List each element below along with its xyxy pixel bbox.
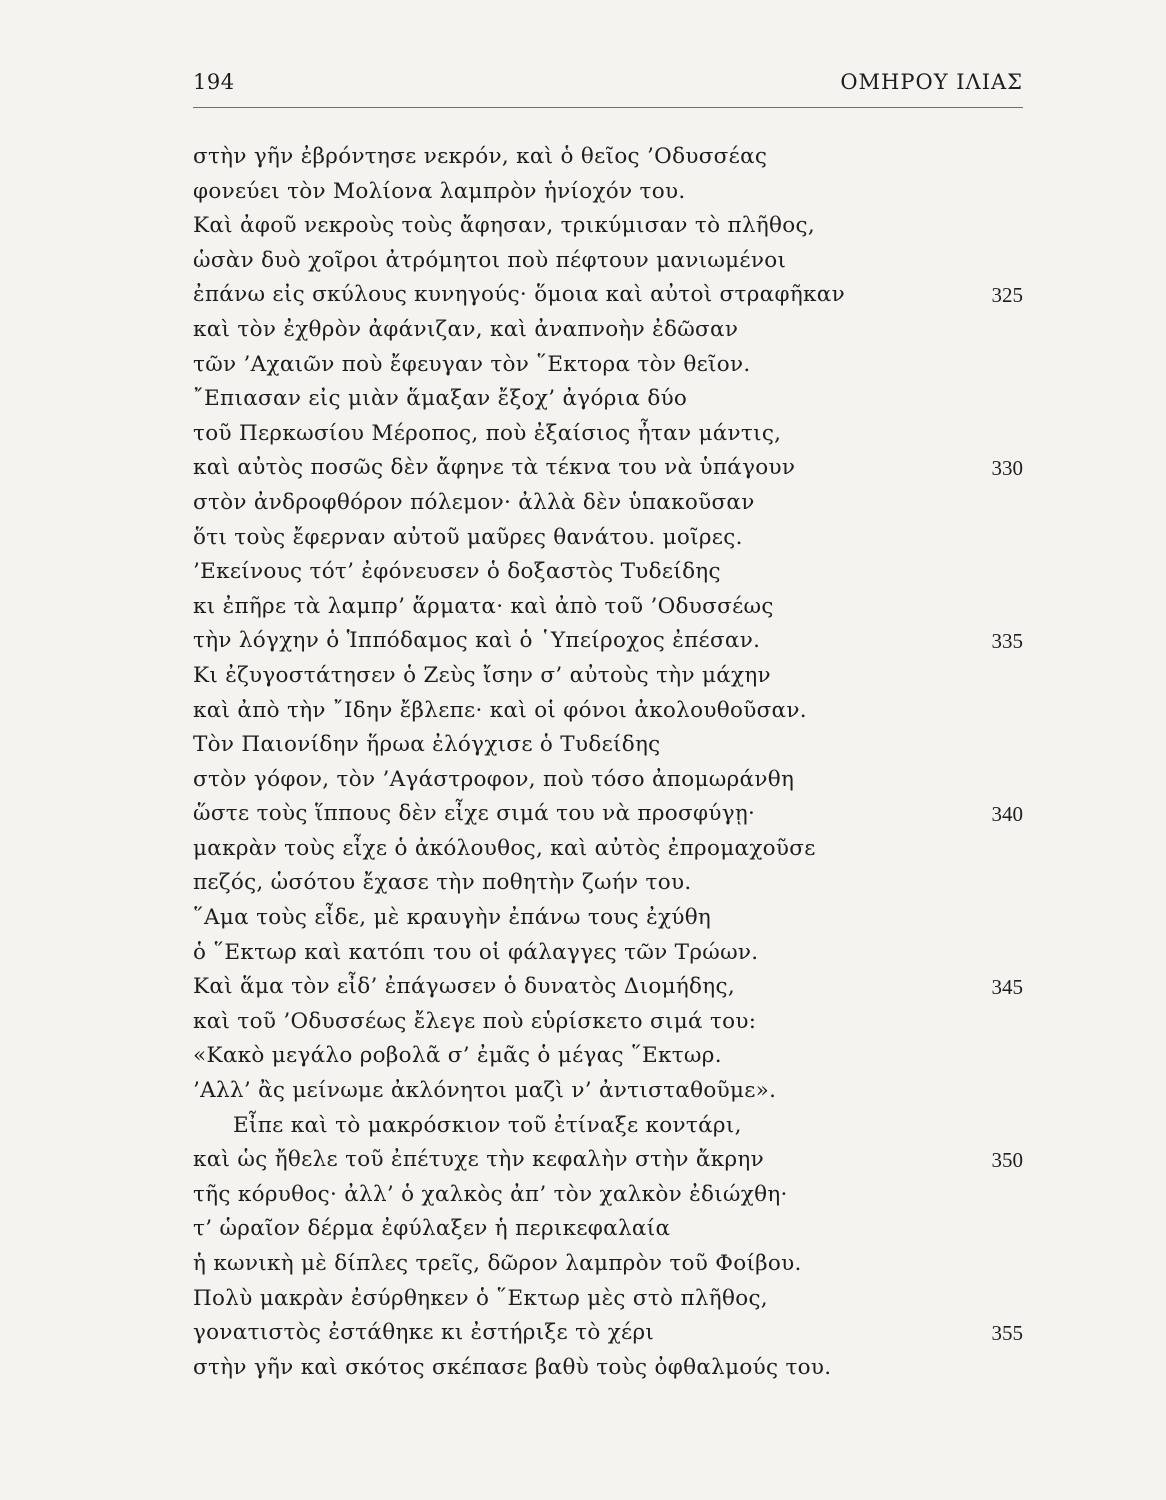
line-number: 355 <box>991 1321 1023 1346</box>
line-number: 340 <box>991 802 1023 827</box>
verse-line <box>193 1178 1023 1213</box>
verse-text: τῶν ’Αχαιῶν ποὺ ἔφευγαν τὸν ῞Εκτορα τὸν θεῖον. <box>193 351 751 377</box>
verse-line <box>193 624 1023 659</box>
verse-line <box>193 832 1023 867</box>
verse-text: τ’ ὡραῖον δέρμα ἐφύλαξεν ἡ περικεφαλαία <box>193 1216 671 1242</box>
verse-line <box>193 313 1023 348</box>
verse-text: καὶ τοῦ ’Οδυσσέως ἔλεγε ποὺ εὑρίσκετο σιμά του: <box>193 1008 757 1034</box>
running-title: ΟΜΗΡΟΥ ΙΛΙΑΣ <box>840 70 1023 94</box>
line-number: 335 <box>991 629 1023 654</box>
page-header <box>193 70 1023 106</box>
verse-line <box>193 140 1023 175</box>
verse-line <box>193 348 1023 383</box>
verse-line <box>193 901 1023 936</box>
verse-line <box>193 451 1023 486</box>
verse-line <box>193 797 1023 832</box>
verse-text: ’Εκείνους τότ’ ἐφόνευσεν ὁ δοξαστὸς Τυδείδης <box>193 559 721 585</box>
verse-text: ’Αλλ’ ἂς μείνωμε ἀκλόνητοι μαζὶ ν’ ἀντισταθοῦμε». <box>193 1078 777 1104</box>
verse-text: στὴν γῆν ἐβρόντησε νεκρόν, καὶ ὁ θεῖος ’Οδυσσέας <box>193 144 768 169</box>
verse-text: φονεύει τὸν Μολίονα λαμπρὸν ἡνίοχόν του. <box>193 178 686 204</box>
verse-text: ῞Αμα τοὺς εἶδε, μὲ κραυγὴν ἐπάνω τους ἐχύθη <box>193 905 712 931</box>
verse-line <box>193 1005 1023 1040</box>
verse-text: ῎Επιασαν εἰς μιὰν ἅμαξαν ἔξοχ’ ἀγόρια δύο <box>193 386 688 412</box>
verse-text: τὴν λόγχην ὁ Ἱππόδαμος καὶ ὁ ῾Υπείροχος ἐπέσαν. <box>193 628 761 654</box>
verse-text: καὶ αὐτὸς ποσῶς δὲν ἄφηνε τὰ τέκνα του νὰ ὑπάγουν <box>193 455 796 481</box>
verse-line <box>193 694 1023 729</box>
line-number: 330 <box>991 456 1023 481</box>
verse-line <box>193 866 1023 901</box>
verse-line <box>193 1109 1023 1144</box>
verse-line <box>193 590 1023 625</box>
verse-line <box>193 1143 1023 1178</box>
verse-text: τῆς κόρυθος· ἀλλ’ ὁ χαλκὸς ἀπ’ τὸν χαλκὸν ἐδιώχθη· <box>193 1181 788 1207</box>
verse-line <box>193 521 1023 556</box>
verse-line <box>193 209 1023 244</box>
verse-line <box>193 1351 1023 1386</box>
verse-text: Καὶ ἅμα τὸν εἶδ’ ἐπάγωσεν ὁ δυνατὸς Διομήδης, <box>193 974 735 1000</box>
verse-line <box>193 382 1023 417</box>
verse-text: τοῦ Περκωσίου Μέροπος, ποὺ ἐξαίσιος ἦταν μάντις, <box>193 420 782 446</box>
verse-text: Κι ἐζυγοστάτησεν ὁ Ζεὺς ἴσην σ’ αὐτοὺς τὴν μάχην <box>193 662 771 688</box>
verse-text: Τὸν Παιονίδην ἥρωα ἐλόγχισε ὁ Τυδείδης <box>193 732 661 758</box>
page-number: 194 <box>193 70 235 94</box>
verse-text: ἐπάνω εἰς σκύλους κυνηγούς· ὅμοια καὶ αὐτοὶ στραφῆκαν <box>193 282 845 308</box>
verse-text: ἡ κωνικὴ μὲ δίπλες τρεῖς, δῶρον λαμπρὸν τοῦ Φοίβου. <box>193 1251 802 1276</box>
verse-line <box>193 970 1023 1005</box>
verse-text: καὶ ὡς ἤθελε τοῦ ἐπέτυχε τὴν κεφαλὴν στὴν ἄκρην <box>193 1147 764 1173</box>
verse-text: ὅτι τοὺς ἔφερναν αὐτοῦ μαῦρες θανάτου. μοῖρες. <box>193 524 743 550</box>
verse-text: κι ἐπῆρε τὰ λαμπρ’ ἅρματα· καὶ ἀπὸ τοῦ ’Οδυσσέως <box>193 593 774 619</box>
line-number: 325 <box>991 283 1023 308</box>
verse-line <box>193 417 1023 452</box>
verse-text: καὶ ἀπὸ τὴν ῎Ιδην ἔβλεπε· καὶ οἱ φόνοι ἀκολουθοῦσαν. <box>193 697 807 723</box>
verse-text: Καὶ ἀφοῦ νεκροὺς τοὺς ἄφησαν, τρικύμισαν τὸ πλῆθος, <box>193 213 815 239</box>
verse-text: ὁ ῞Εκτωρ καὶ κατόπι του οἱ φάλαγγες τῶν Τρώων. <box>193 939 759 965</box>
verse-line <box>193 486 1023 521</box>
verse-line <box>193 1316 1023 1351</box>
verse-text: πεζός, ὡσότου ἔχασε τὴν ποθητὴν ζωήν του. <box>193 870 692 896</box>
verse-line <box>193 1074 1023 1109</box>
verse-line <box>193 728 1023 763</box>
verse-line <box>193 555 1023 590</box>
verse-line <box>193 936 1023 971</box>
verse-text: μακρὰν τοὺς εἶχε ὁ ἀκόλουθος, καὶ αὐτὸς ἐπρομαχοῦσε <box>193 835 816 861</box>
verse-text: στὸν ἀνδροφθόρον πόλεμον· ἀλλὰ δὲν ὑπακοῦσαν <box>193 489 755 515</box>
verse-text: καὶ τὸν ἐχθρὸν ἀφάνιζαν, καὶ ἀναπνοὴν ἐδῶσαν <box>193 316 739 342</box>
verse-text: γονατιστὸς ἐστάθηκε κι ἐστήριξε τὸ χέρι <box>193 1320 655 1346</box>
verse-line <box>193 1247 1023 1282</box>
header-rule <box>193 107 1023 108</box>
verse-line <box>193 1039 1023 1074</box>
verse-line <box>193 175 1023 210</box>
verse-text: ὥστε τοὺς ἵππους δὲν εἶχε σιμά του νὰ προσφύγῃ· <box>193 801 756 827</box>
verse-line <box>193 659 1023 694</box>
verse-line <box>193 763 1023 798</box>
verse-line <box>193 1282 1023 1317</box>
verse-text: Πολὺ μακρὰν ἐσύρθηκεν ὁ ῞Εκτωρ μὲς στὸ πλῆθος, <box>193 1285 768 1311</box>
verse-line <box>193 244 1023 279</box>
line-number: 345 <box>991 975 1023 1000</box>
verse-block <box>193 140 1023 1385</box>
verse-line <box>193 278 1023 313</box>
verse-text: στὸν γόφον, τὸν ’Αγάστροφον, ποὺ τόσο ἀπομωράνθη <box>193 766 795 792</box>
verse-text: Εἶπε καὶ τὸ μακρόσκιον τοῦ ἐτίναξε κοντάρι, <box>233 1112 742 1138</box>
verse-text: ὡσὰν δυὸ χοῖροι ἀτρόμητοι ποὺ πέφτουν μανιωμένοι <box>193 247 787 273</box>
verse-text: στὴν γῆν καὶ σκότος σκέπασε βαθὺ τοὺς ὀφθαλμούς του. <box>193 1354 832 1380</box>
verse-text: «Κακὸ μεγάλο ροβολᾶ σ’ ἐμᾶς ὁ μέγας ῞Εκτωρ. <box>193 1043 722 1069</box>
line-number: 350 <box>991 1148 1023 1173</box>
verse-line <box>193 1212 1023 1247</box>
